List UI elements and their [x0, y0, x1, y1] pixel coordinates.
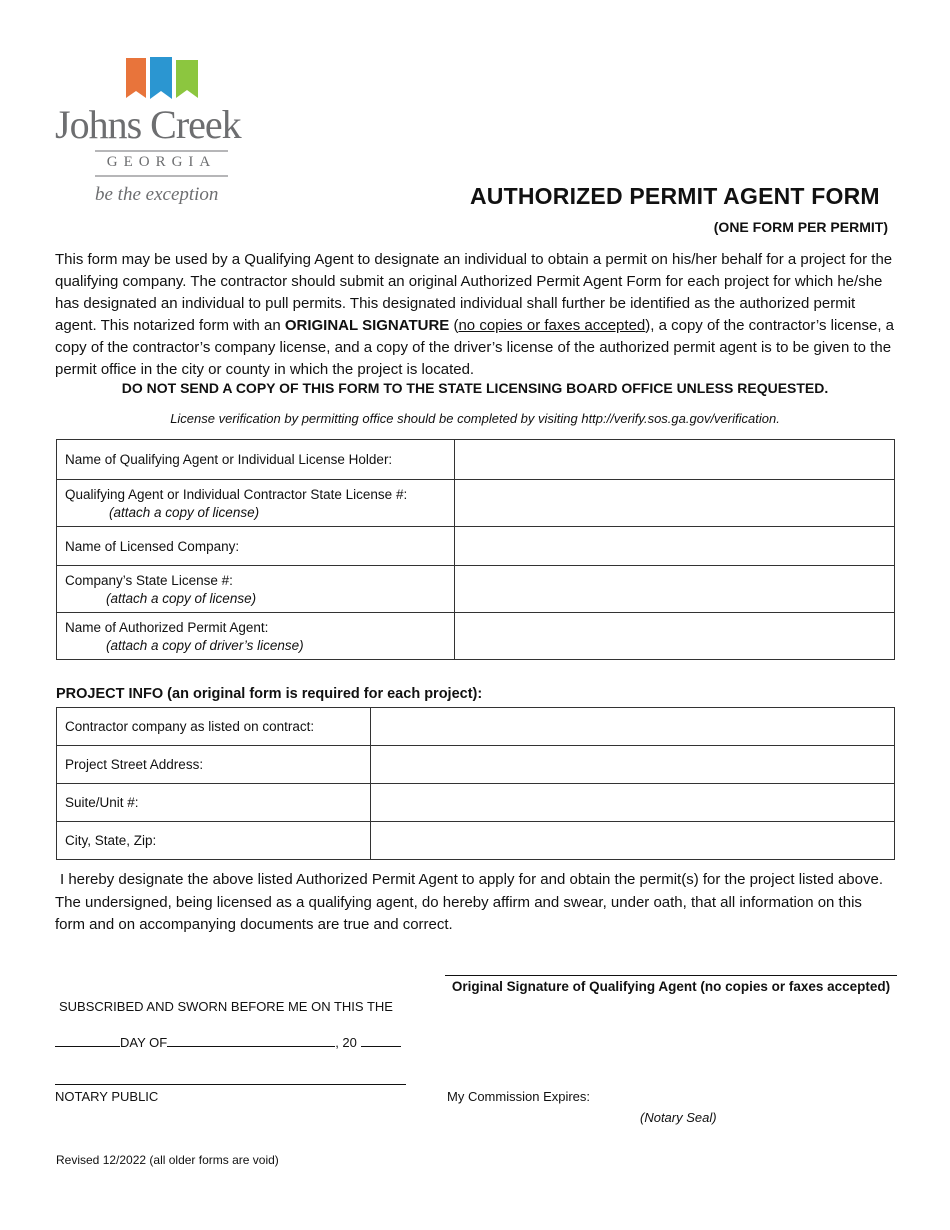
- day-blank[interactable]: [55, 1034, 120, 1047]
- intro-paragraph: [55, 249, 895, 381]
- permit-agent-name-field[interactable]: [455, 613, 895, 660]
- warning-notice: DO NOT SEND A COPY OF THIS FORM TO THE STATE LICENSING BOARD OFFICE UNLESS REQUESTED.: [121, 380, 829, 396]
- field-label: Suite/Unit #:: [57, 784, 371, 822]
- table-row: [57, 566, 895, 613]
- notary-seal-label: (Notary Seal): [640, 1110, 717, 1125]
- signature-line[interactable]: [445, 975, 897, 976]
- month-blank[interactable]: [167, 1034, 335, 1047]
- field-label: City, State, Zip:: [57, 822, 371, 860]
- field-label: Name of Qualifying Agent or Individual License Holder:: [57, 440, 455, 480]
- field-label: Name of Licensed Company:: [57, 527, 455, 566]
- revision-note: Revised 12/2022 (all older forms are void): [56, 1153, 279, 1167]
- form-title: AUTHORIZED PERMIT AGENT FORM: [470, 183, 880, 209]
- company-state-license-field[interactable]: [455, 566, 895, 613]
- intro-text: This form may be used by a Qualifying Agent to designate an individual to obtain a permit on his/her behalf for a project for the qualifying company. The contractor should submit an original Authorized Permit Agent Form for each project for which he/she has designated an individual to pull permits. This designated individual shall further be identified as the authorized permit agent. This notarized form with an: [55, 251, 893, 334]
- agent-state-license-field[interactable]: [455, 480, 895, 527]
- table-row: [57, 822, 895, 860]
- sworn-statement: SUBSCRIBED AND SWORN BEFORE ME ON THIS THE: [59, 999, 393, 1014]
- logo-name: Johns Creek: [55, 102, 241, 147]
- verification-note: License verification by permitting office should be completed by visiting http://verify.sos.ga.gov/verification.: [170, 411, 780, 426]
- form-subtitle: (ONE FORM PER PERMIT): [713, 219, 888, 235]
- commission-expires-label: My Commission Expires:: [447, 1089, 591, 1104]
- field-label: Project Street Address:: [57, 746, 371, 784]
- intro-text-end: ), a copy of the contractor’s license, a copy of the contractor’s company license, and a copy of the driver’s license of the authorized permit agent is to be given to the permit office in the city or county in which the project is located.: [55, 317, 895, 378]
- field-label: Name of Authorized Permit Agent: (attach a copy of driver’s license): [57, 613, 455, 660]
- logo-banner-green: [176, 60, 198, 98]
- field-note: (attach a copy of license): [109, 504, 260, 520]
- licensed-company-field[interactable]: [455, 527, 895, 566]
- table-row: [57, 480, 895, 527]
- intro-paren: (: [449, 317, 459, 334]
- notary-public-label: NOTARY PUBLIC: [55, 1089, 159, 1104]
- logo-tagline: be the exception: [95, 184, 219, 205]
- table-row: [57, 440, 895, 480]
- field-label: Contractor company as listed on contract:: [57, 708, 371, 746]
- field-label: Qualifying Agent or Individual Contractor State License #: (attach a copy of license): [57, 480, 455, 527]
- project-info-heading: PROJECT INFO (an original form is required for each project):: [56, 686, 483, 702]
- declaration-paragraph: I hereby designate the above listed Authorized Permit Agent to apply for and obtain the permit(s) for the project listed above. The undersigned, being licensed as a qualifying agent, do hereby affirm and swear, under oath, that all information on this form and on accompanying documents are true and correct.: [55, 871, 883, 933]
- city-state-zip-field[interactable]: [371, 822, 895, 860]
- signature-label: Original Signature of Qualifying Agent (no copies or faxes accepted): [451, 979, 891, 994]
- table-row: [57, 708, 895, 746]
- table-row: [57, 746, 895, 784]
- year-blank[interactable]: [361, 1034, 401, 1047]
- day-of-label: DAY OF: [120, 1035, 168, 1050]
- notary-date-line: [55, 1034, 401, 1050]
- table-row: [57, 784, 895, 822]
- suite-unit-field[interactable]: [371, 784, 895, 822]
- field-label: Company’s State License #: (attach a copy of license): [57, 566, 455, 613]
- johns-creek-logo: [55, 55, 285, 215]
- notary-signature-line[interactable]: [55, 1084, 406, 1085]
- project-info-table: [56, 707, 895, 860]
- field-note: (attach a copy of license): [106, 590, 257, 606]
- logo-state: GEORGIA: [106, 154, 217, 170]
- project-street-address-field[interactable]: [371, 746, 895, 784]
- intro-underlined: no copies or faxes accepted: [458, 317, 646, 334]
- field-note: (attach a copy of driver’s license): [106, 637, 304, 653]
- year-prefix: , 20: [335, 1035, 357, 1050]
- intro-bold: ORIGINAL SIGNATURE: [284, 317, 450, 334]
- contractor-company-field[interactable]: [371, 708, 895, 746]
- logo-banner-blue: [150, 57, 172, 99]
- logo-banner-orange: [126, 58, 146, 98]
- table-row: [57, 527, 895, 566]
- table-row: [57, 613, 895, 660]
- agent-info-table: [56, 439, 895, 660]
- qualifying-agent-name-field[interactable]: [455, 440, 895, 480]
